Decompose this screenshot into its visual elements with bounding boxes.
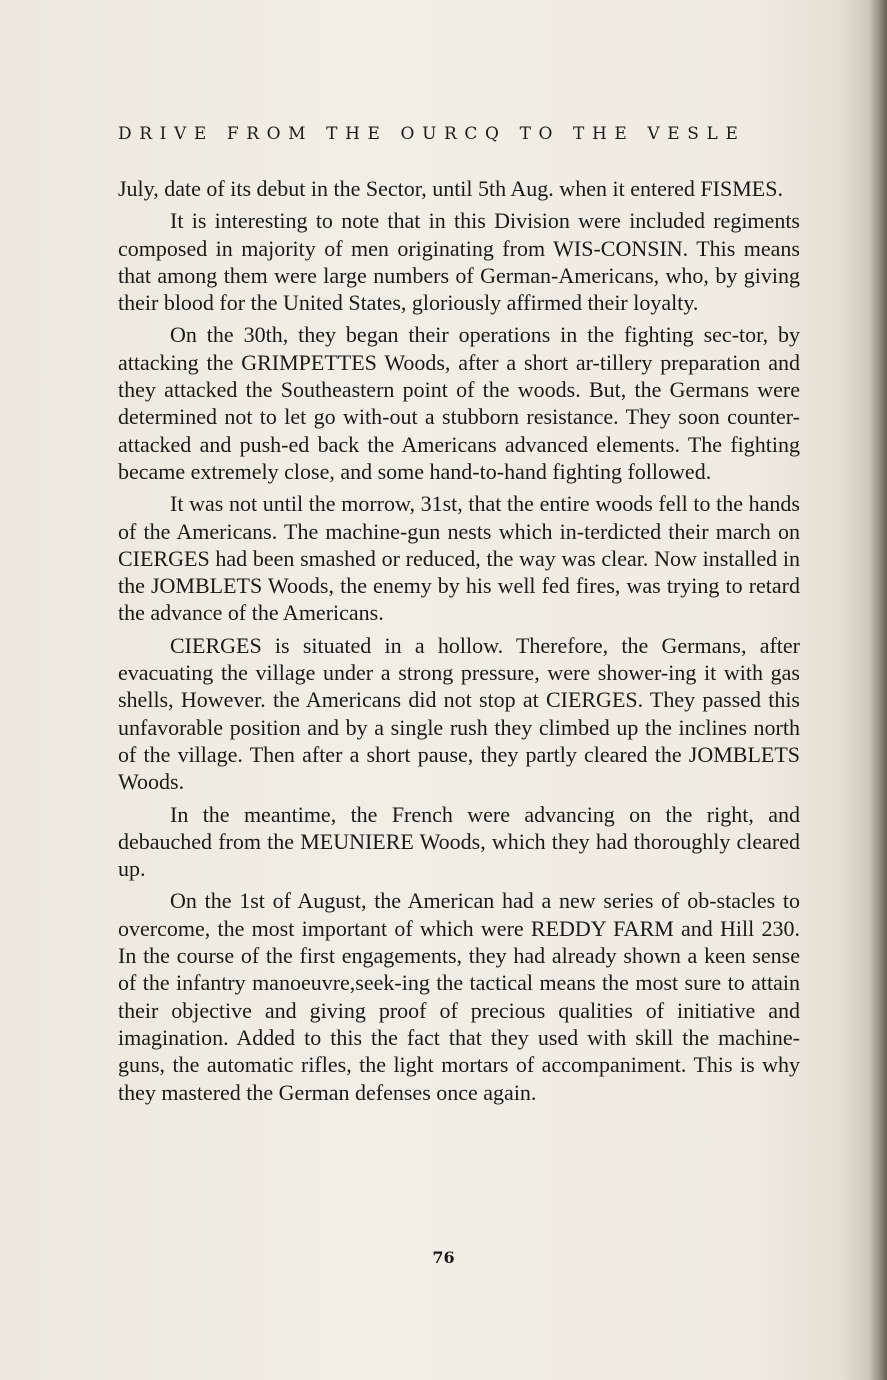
- body-text: [118, 175, 800, 1111]
- paragraph-cierges: CIERGES is situated in a hollow. Therefore, the Germans, after evacuating the village under a strong pressure, were shower-ing it with gas shells, However. the Americans did not stop at CIERGES. They passed this unfavorable position and by a single rush they climbed up the inclines north of the village. Then after a short pause, they partly cleared the JOMBLETS Woods.: [118, 632, 800, 795]
- paragraph-wisconsin: It is interesting to note that in this Division were included regiments composed in majority of men originating from WIS-CONSIN. This means that among them were large numbers of German-Americans, who, by giving their blood for the United States, gloriously affirmed their loyalty.: [118, 208, 800, 316]
- paragraph-continued: July, date of its debut in the Sector, until 5th Aug. when it entered FISMES.: [118, 176, 783, 201]
- spine-shadow: [869, 0, 887, 1380]
- paragraph-grimpettes: On the 30th, they began their operations in the fighting sec-tor, by attacking the GRIMPETTES Woods, after a short ar-tillery preparation and they attacked the Southeastern point of the woods. But, the Germans were determined not to let go with-out a stubborn resistance. They soon counter-attacked and push-ed back the Americans advanced elements. The fighting became extremely close, and some hand-to-hand fighting followed.: [118, 322, 800, 484]
- paragraph-morrow: It was not until the morrow, 31st, that the entire woods fell to the hands of the Americans. The machine-gun nests which in-terdicted their march on CIERGES had been smashed or reduced, the way was clear. Now installed in the JOMBLETS Woods, the enemy by his well fed fires, was trying to retard the advance of the Americans.: [118, 491, 800, 626]
- paragraph-august: On the 1st of August, the American had a new series of ob-stacles to overcome, the most important of which were REDDY FARM and Hill 230. In the course of the first engagements, they had already shown a keen sense of the infantry manoeuvre,seek-ing the tactical means the most sure to attain their objective and giving proof of precious qualities of initiative and imagination. Added to this the fact that they used with skill the machine-guns, the automatic rifles, the light mortars of accompaniment. This is why they mastered the German defenses once again.: [118, 888, 800, 1105]
- page-number: 76: [432, 1248, 455, 1267]
- paragraph-french: In the meantime, the French were advancing on the right, and debauched from the MEUNIERE Woods, which they had thoroughly cleared up.: [118, 801, 800, 882]
- running-head: DRIVE FROM THE OURCQ TO THE VESLE: [118, 124, 746, 144]
